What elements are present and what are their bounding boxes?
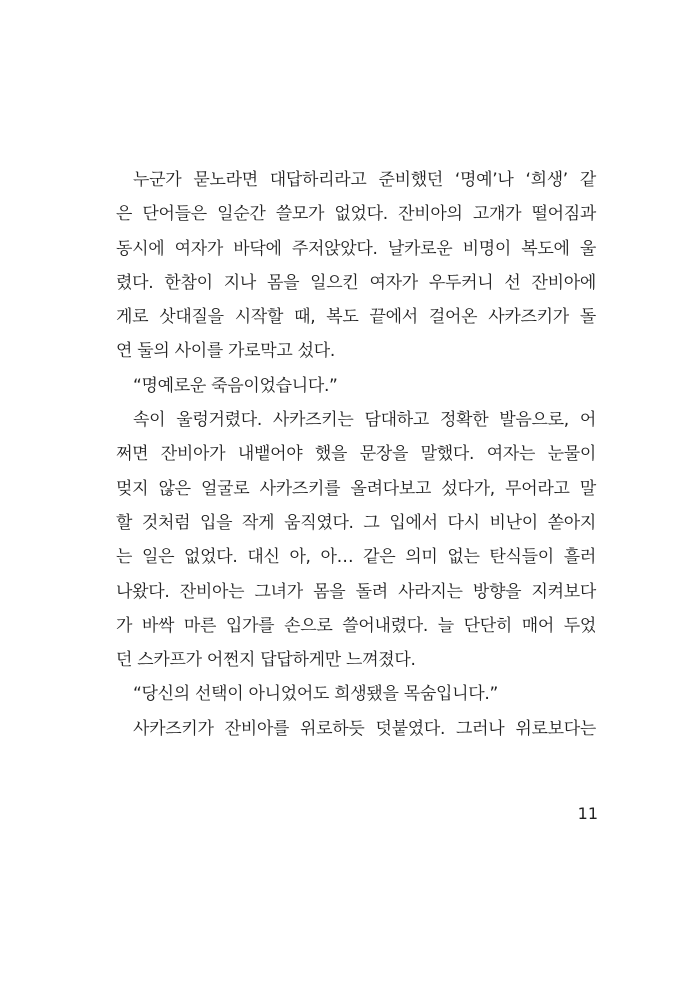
text-line: 게로 삿대질을 시작할 때, 복도 끝에서 걸어온 사카즈키가 돌	[116, 307, 596, 328]
text-line: 은 단어들은 일순간 쓸모가 없었다. 잔비아의 고개가 떨어짐과	[116, 204, 596, 225]
page-number: 11	[577, 804, 598, 823]
text-line: 누군가 묻노라면 대답하리라고 준비했던 ‘명예’나 ‘희생’ 같	[133, 170, 596, 190]
dialogue-line: “명예로운 죽음이었습니다.”	[133, 375, 338, 396]
text-line: 렸다. 한참이 지나 몸을 일으킨 여자가 우두커니 선 잔비아에	[116, 272, 596, 293]
text-line: 쩌면 잔비아가 내뱉어야 했을 문장을 말했다. 여자는 눈물이	[116, 444, 596, 465]
text-line: 연 둘의 사이를 가로막고 섰다.	[116, 341, 335, 362]
text-line: 던 스카프가 어쩐지 답답하게만 느껴졌다.	[116, 650, 416, 671]
text-line: 멎지 않은 얼굴로 사카즈키를 올려다보고 섰다가, 무어라고 말	[116, 478, 596, 499]
text-line: 는 일은 없었다. 대신 아, 아… 같은 의미 없는 탄식들이 흘러	[116, 547, 596, 568]
body-text	[116, 163, 596, 746]
text-line: 나왔다. 잔비아는 그녀가 몸을 돌려 사라지는 방향을 지켜보다	[116, 581, 596, 602]
text-line: 동시에 여자가 바닥에 주저앉았다. 날카로운 비명이 복도에 울	[116, 238, 596, 259]
dialogue-line: “당신의 선택이 아니었어도 희생됐을 목숨입니다.”	[133, 684, 498, 705]
text-line: 할 것처럼 입을 작게 움직였다. 그 입에서 다시 비난이 쏟아지	[116, 512, 596, 533]
text-line: 가 바싹 마른 입가를 손으로 쓸어내렸다. 늘 단단히 매어 두었	[116, 615, 596, 636]
text-line: 사카즈키가 잔비아를 위로하듯 덧붙였다. 그러나 위로보다는	[133, 718, 596, 739]
text-line: 속이 울렁거렸다. 사카즈키는 담대하고 정확한 발음으로, 어	[133, 410, 596, 431]
